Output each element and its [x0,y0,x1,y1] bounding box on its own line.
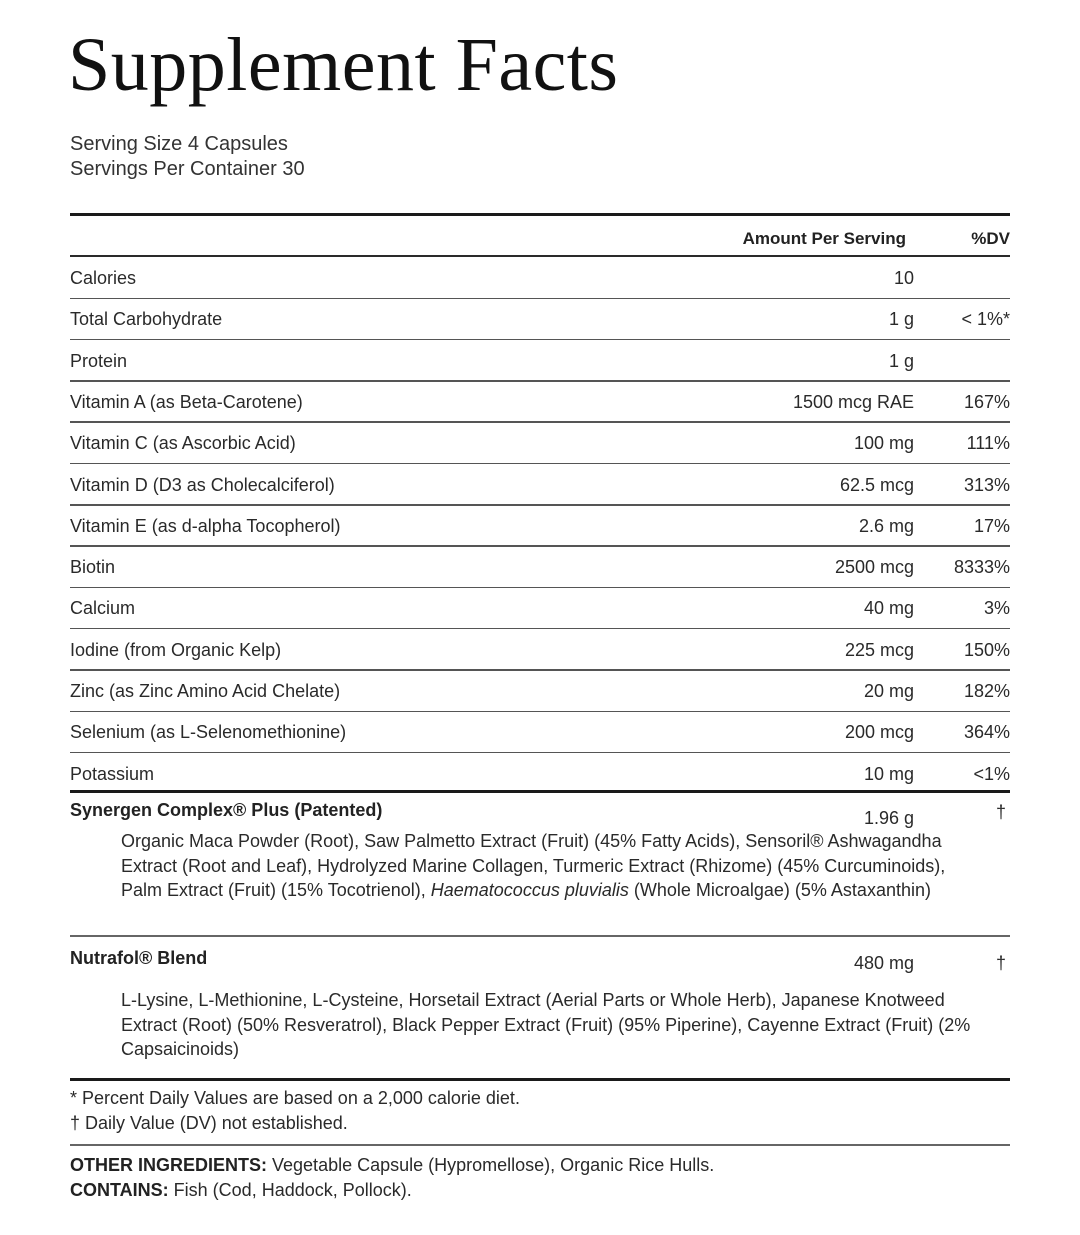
nutrient-amount: 1500 mcg RAE [792,391,914,412]
blend-ingredients [121,829,981,903]
nutrient-name: Selenium (as L-Selenomethionine) [70,722,347,743]
table-row [70,754,1010,795]
nutrient-dv: < 1%* [961,309,1010,330]
blend-amount: 480 mg [853,953,914,973]
blend-name: Synergen Complex® Plus (Patented) [70,800,383,820]
nutrient-amount: 1 g [888,350,914,371]
nutrient-dv: 313% [963,474,1010,495]
nutrient-name: Zinc (as Zinc Amino Acid Chelate) [70,681,341,701]
header-dv: %DV [971,229,1010,248]
nutrient-dv: 17% [973,515,1010,536]
nutrient-amount: 2500 mcg [834,557,914,578]
blend-ingredients-text: (Whole Microalgae) (5% Astaxanthin) [628,880,931,900]
divider-thick [70,790,1010,793]
divider-thin [70,1144,1010,1146]
divider-thin [70,935,1010,937]
nutrient-name: Biotin [70,557,116,578]
nutrient-dv: 111% [966,433,1010,454]
nutrient-name: Calories [70,268,137,288]
table-row [70,341,1010,382]
header-amount: Amount Per Serving [742,229,906,248]
nutrient-dv: 167% [963,391,1010,412]
nutrient-amount: 10 mg [863,763,914,784]
blend-dv: † [995,802,1006,822]
nutrient-name: Vitamin E (as d-alpha Tocopherol) [70,515,341,536]
blend-dv: † [995,953,1006,973]
blend-ingredients-text: Organic Maca Powder (Root), Saw Palmetto Extract (Fruit) (45% Fatty Acids), Sensoril® Ashwagandha Extract (Root and Leaf), Hydrolyzed Marine Collagen, Turmeric Extract (Rhizome) (45% Curcuminoids), Palm Extract (Fruit) (15% Tocotrienol), [121,831,946,900]
nutrient-amount: 62.5 mcg [839,474,914,495]
footnotes [70,1086,520,1136]
nutrient-name: Vitamin C (as Ascorbic Acid) [70,433,296,454]
table-row [70,506,1010,547]
serving-size: Serving Size 4 Capsules [70,133,288,155]
nutrient-name: Total Carbohydrate [70,309,223,330]
table-row [70,712,1010,753]
nutrient-amount: 10 [893,268,914,288]
page-title: Supplement Facts [68,23,619,107]
table-row [70,630,1010,671]
nutrient-dv: 182% [963,681,1010,701]
blend-amount: 1.96 g [863,808,914,828]
nutrient-dv: <1% [973,763,1010,784]
contains [70,1178,714,1203]
nutrient-name: Calcium [70,598,136,619]
contains-label: CONTAINS: [70,1180,169,1200]
other-ingredients-text: Vegetable Capsule (Hypromellose), Organic Rice Hulls. [267,1155,715,1175]
divider-thick [70,1078,1010,1081]
nutrient-amount: 200 mcg [844,722,914,743]
nutrient-name: Iodine (from Organic Kelp) [70,639,282,660]
nutrient-dv: 3% [983,598,1010,619]
table-row [70,465,1010,506]
nutrient-name: Protein [70,350,128,371]
table-row [70,299,1010,340]
nutrient-amount: 1 g [888,309,914,330]
nutrient-amount: 20 mg [863,681,914,701]
nutrient-name: Vitamin A (as Beta-Carotene) [70,391,303,412]
table-row [70,382,1010,423]
nutrient-amount: 2.6 mg [858,515,914,536]
contains-text: Fish (Cod, Haddock, Pollock). [168,1180,412,1200]
nutrient-dv: 150% [963,639,1010,660]
blend-name: Nutrafol® Blend [70,948,208,968]
table-header [70,229,1010,253]
nutrient-dv: 364% [963,722,1010,743]
servings-per-container: Servings Per Container 30 [70,158,305,180]
divider-header [70,255,1010,257]
table-row [70,547,1010,588]
nutrient-amount: 225 mcg [844,639,914,660]
nutrient-name: Vitamin D (D3 as Cholecalciferol) [70,474,335,495]
table-row [70,423,1010,464]
ingredients-info [70,1153,714,1203]
blend-ingredients [121,988,981,1062]
nutrient-name: Potassium [70,763,155,784]
other-ingredients-label: OTHER INGREDIENTS: [70,1155,268,1175]
table-row [70,588,1010,629]
footnote-dv-not-established: † Daily Value (DV) not established. [70,1113,348,1133]
nutrient-dv: 8333% [953,557,1010,578]
nutrient-amount: 40 mg [863,598,914,619]
divider-thick [70,213,1010,216]
blend-ingredients-text: L-Lysine, L-Methionine, L-Cysteine, Horsetail Extract (Aerial Parts or Whole Herb), Japanese Knotweed Extract (Root) (50% Resveratrol), Black Pepper Extract (Fruit) (95% Piperine), Cayenne Extract (Fruit) (2% Capsaicinoids) [121,990,971,1059]
table-row [70,258,1010,299]
blend-ingredients-italic: Haematococcus pluvialis [430,880,629,900]
table-row [70,671,1010,712]
nutrient-amount: 100 mg [853,433,914,454]
other-ingredients [70,1153,714,1178]
footnote-percent-dv: * Percent Daily Values are based on a 2,000 calorie diet. [70,1088,520,1108]
serving-info [70,132,305,182]
